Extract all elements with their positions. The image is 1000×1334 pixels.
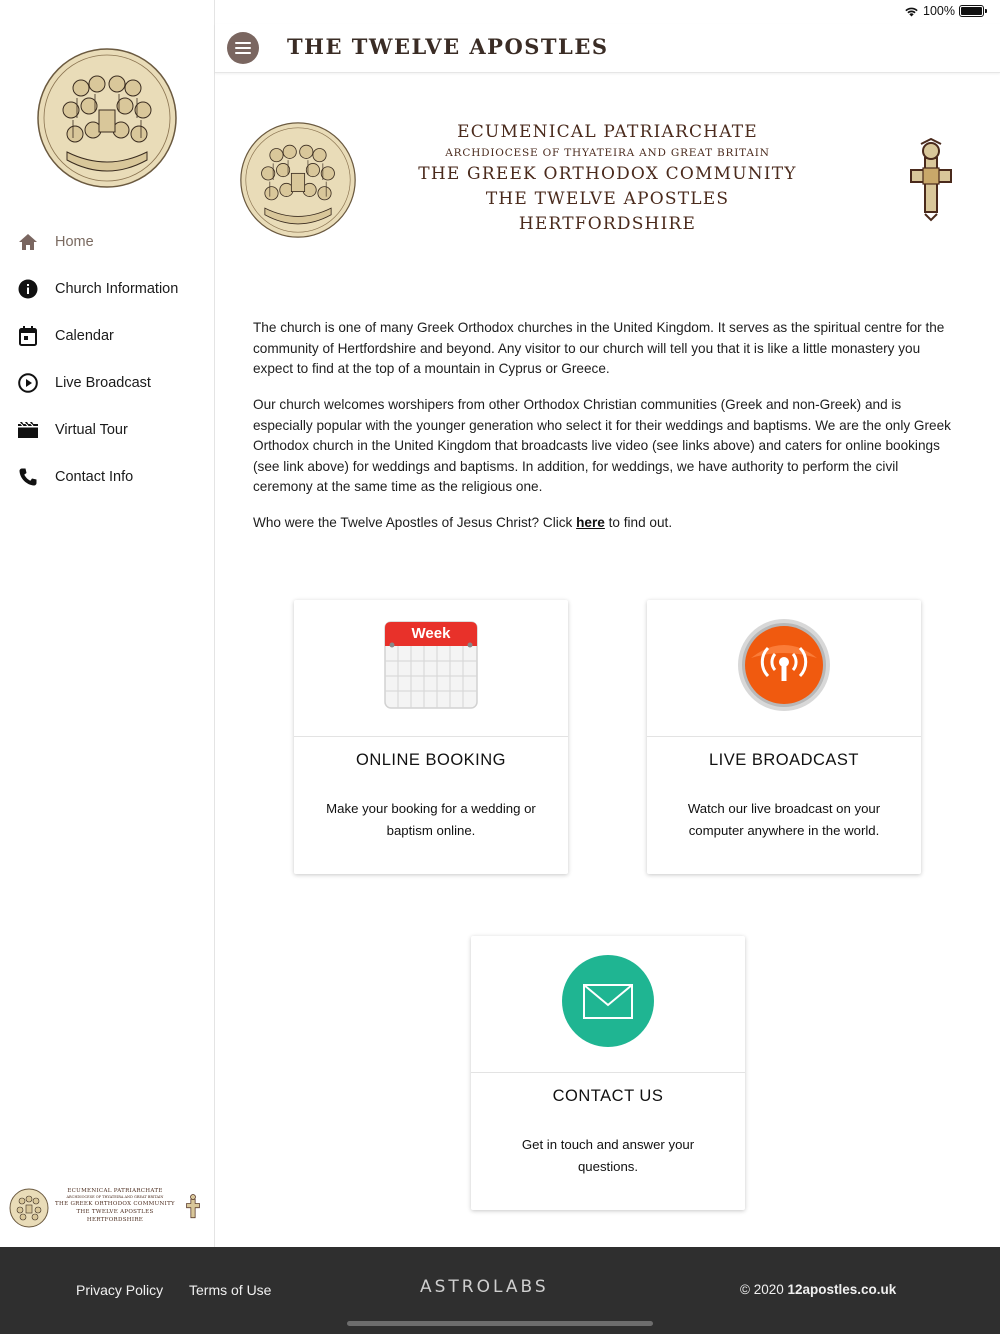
sidebar-item-live-broadcast[interactable] (0, 359, 214, 406)
broadcast-antenna-icon (737, 618, 831, 712)
week-badge-text: Week (411, 625, 451, 642)
apostles-mini-icon (9, 1188, 49, 1228)
app-title: THE TWELVE APOSTLES (287, 34, 609, 59)
home-indicator[interactable] (347, 1321, 653, 1326)
online-booking-card[interactable] (294, 600, 568, 874)
sidebar-nav (0, 218, 214, 500)
copyright (740, 1282, 896, 1297)
card-title: ONLINE BOOKING (355, 751, 507, 769)
wifi-icon (904, 6, 919, 17)
calendar-week-icon (383, 618, 479, 712)
sidebar-item-label: Home (55, 233, 94, 250)
card-title: LIVE BROADCAST (708, 751, 860, 769)
apostles-icon-banner (240, 122, 356, 238)
copyright-site: 12apostles.co.uk (787, 1282, 897, 1297)
mini-banner-text (54, 1187, 176, 1224)
banner-line5: HERTFORDSHIRE (518, 214, 697, 234)
cross-emblem-icon (905, 138, 957, 222)
terms-of-use-link[interactable]: Terms of Use (189, 1282, 272, 1298)
sidebar-item-label: Calendar (55, 327, 114, 344)
mini-banner-line3: THE GREEK ORTHODOX COMMUNITY (55, 1201, 175, 1207)
hamburger-menu-button[interactable] (227, 32, 259, 64)
contact-us-card[interactable] (471, 936, 745, 1210)
sidebar-item-label: Live Broadcast (55, 374, 151, 391)
card-description: Watch our live broadcast on your computer anywhere in the world. (687, 801, 881, 838)
status-right (904, 4, 984, 18)
card-description: Make your booking for a wedding or baptism online. (326, 801, 536, 838)
intro-paragraph-2: Our church welcomes worshipers from other Orthodox Christian communities (Greek and non-Greek) and is especially popular with the younger generation who select it for their weddings and baptisms. We are the only Greek Orthodox church in the United Kingdom that broadcasts live video (see links above) and caters for online bookings (see link above) for weddings and baptisms. In addition, for weddings, we have authority to perform the civil ceremony at the same time as the religious one. (253, 397, 951, 494)
privacy-policy-link[interactable]: Privacy Policy (76, 1282, 164, 1298)
mini-banner-line4: THE TWELVE APOSTLES (76, 1209, 154, 1215)
menu-icon-line (235, 42, 251, 44)
sidebar-item-church-information[interactable] (0, 265, 214, 312)
sidebar-item-home[interactable] (0, 218, 214, 265)
sidebar-item-label: Church Information (55, 280, 179, 297)
sidebar-footer-banner (8, 1186, 208, 1230)
astrolabs-logo: ASTROLABS (420, 1277, 549, 1297)
home-icon (17, 231, 39, 253)
cross-emblem-mini-icon (182, 1192, 204, 1222)
sidebar (0, 0, 215, 1247)
banner-line2: ARCHDIOCESE OF THYATEIRA AND GREAT BRITAIN (445, 147, 770, 159)
sidebar-item-label: Virtual Tour (55, 421, 128, 438)
top-app-bar (215, 24, 1000, 73)
menu-icon-line (235, 52, 251, 54)
intro-paragraph-3 (253, 513, 958, 534)
card-image-area (471, 936, 745, 1073)
calendar-icon (17, 325, 39, 347)
live-broadcast-card[interactable] (647, 600, 921, 874)
banner-line1: ECUMENICAL PATRIARCHATE (457, 122, 758, 142)
banner-line4: THE TWELVE APOSTLES (485, 189, 730, 209)
card-description: Get in touch and answer your questions. (521, 1137, 695, 1174)
card-title: CONTACT US (552, 1087, 664, 1105)
card-image-area (294, 600, 568, 737)
intro-paragraph-3-text: Who were the Twelve Apostles of Jesus Christ? Click (253, 515, 577, 530)
play-circle-icon (17, 372, 39, 394)
apostles-info-link[interactable]: here (576, 515, 605, 530)
mini-banner-line5: HERTFORDSHIRE (86, 1217, 144, 1223)
mini-banner-line1: ECUMENICAL PATRIARCHATE (67, 1188, 163, 1194)
sidebar-item-calendar[interactable] (0, 312, 214, 359)
menu-icon-line (235, 47, 251, 49)
sidebar-item-virtual-tour[interactable] (0, 406, 214, 453)
church-banner (215, 74, 1000, 274)
intro-paragraph-1: The church is one of many Greek Orthodox churches in the United Kingdom. It serves as the spiritual centre for the community of Hertfordshire and beyond. Any visitor to our church will tell you that it is like a little monastery you expect to find at the top of a mountain in Cyprus or Greece. (253, 320, 945, 376)
envelope-icon (561, 954, 655, 1048)
info-icon (17, 278, 39, 300)
intro-paragraph-3-text-end: to find out. (604, 515, 673, 530)
phone-icon (17, 466, 39, 488)
sidebar-item-label: Contact Info (55, 468, 134, 485)
battery-icon (959, 5, 984, 17)
intro-text (253, 318, 958, 549)
clapperboard-icon (17, 419, 39, 441)
mini-banner-line2: ARCHDIOCESE OF THYATEIRA AND GREAT BRITAIN (66, 1195, 164, 1199)
apostles-icon-logo (37, 48, 177, 188)
footer (0, 1247, 1000, 1334)
sidebar-item-contact-info[interactable] (0, 453, 214, 500)
battery-percent: 100% (923, 4, 955, 18)
copyright-prefix: © 2020 (740, 1282, 788, 1297)
banner-text (405, 120, 810, 237)
banner-line3: THE GREEK ORTHODOX COMMUNITY (418, 164, 797, 184)
card-image-area (647, 600, 921, 737)
